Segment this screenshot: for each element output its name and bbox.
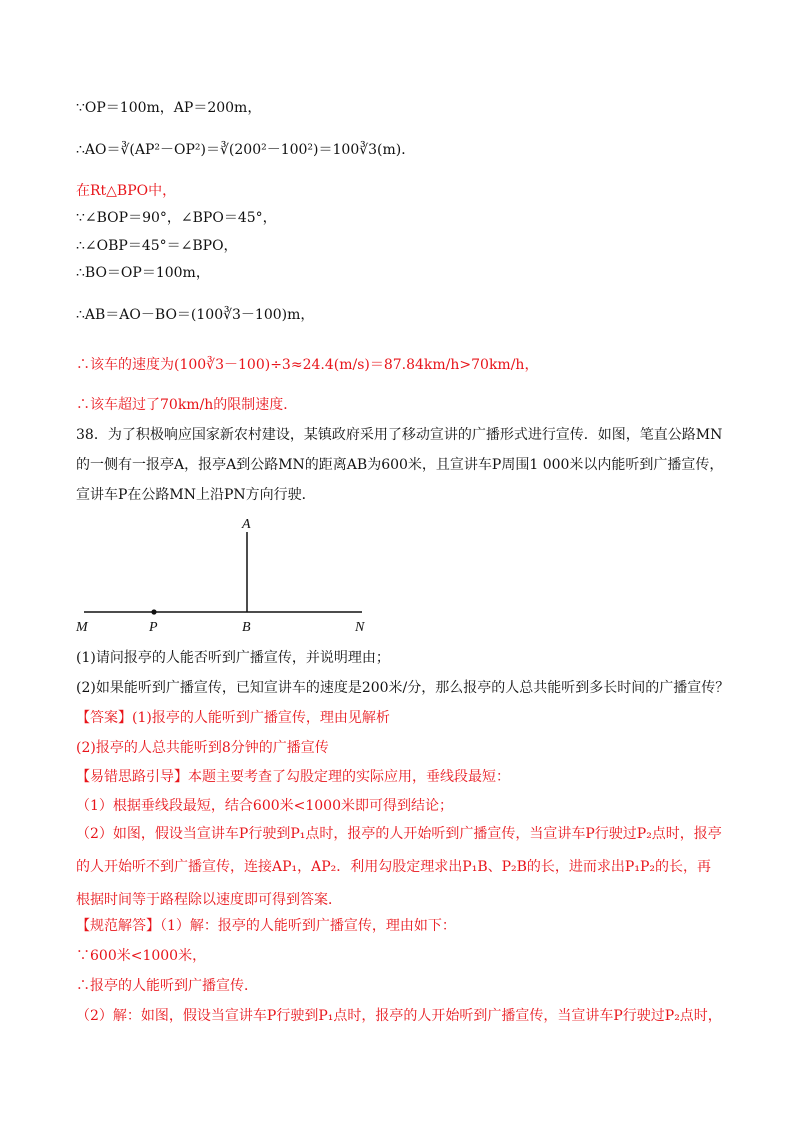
hint-2: （2）如图，假设当宣讲车P行驶到P₁点时，报亭的人开始听到广播宣传，当宣讲车P行驶过P₂点时，报亭的人开始听不到广播宣传，连接AP₁，AP₂．利用勾股定理求出P₁B、P₂B的长，进而求出P₁P₂的长，再根据时间等于路程除以速度即可得到答案． bbox=[76, 826, 722, 908]
label-m: M bbox=[76, 620, 88, 635]
solution-text-1: （1）解：报亭的人能听到广播宣传，理由如下： bbox=[160, 918, 456, 934]
answer-1 bbox=[76, 708, 390, 728]
geometry-figure bbox=[70, 515, 380, 635]
label-n: N bbox=[355, 620, 365, 635]
line-rt-bpo: 在Rt△BPO中， bbox=[76, 183, 177, 199]
label-p: P bbox=[149, 620, 158, 635]
line-ao: ∴AO＝∛(AP²－OP²)＝∛(200²－100²)＝100∛3(m)． bbox=[76, 142, 416, 158]
hint-header bbox=[76, 767, 510, 787]
question-1: (1)请问报亭的人能否听到广播宣传，并说明理由； bbox=[76, 650, 390, 666]
answer-tag: 【答案】 bbox=[76, 710, 132, 726]
hint-tag: 【易错思路引导】 bbox=[76, 769, 188, 785]
point-p bbox=[151, 609, 156, 614]
hint-1: （1）根据垂线段最短，结合600米<1000米即可得到结论； bbox=[76, 798, 453, 814]
label-a: A bbox=[242, 517, 251, 532]
label-b: B bbox=[242, 620, 251, 635]
problem-38: 38．为了积极响应国家新农村建设，某镇政府采用了移动宣讲的广播形式进行宣传．如图，笔直公路MN的一侧有一报亭A，报亭A到公路MN的距离AB为600米，且宣讲车P周围1 000米以内能听到广播宣传，宣讲车P在公路MN上沿PN方向行驶． bbox=[76, 427, 724, 503]
answer-2: (2)报亭的人总共能听到8分钟的广播宣传 bbox=[76, 740, 329, 756]
solution-tag: 【规范解答】 bbox=[76, 918, 160, 934]
line-speed: ∴该车的速度为(100∛3－100)÷3≈24.4(m/s)＝87.84km/h>70km/h， bbox=[76, 357, 539, 373]
line-conclusion: ∴该车超过了70km/h的限制速度． bbox=[76, 397, 298, 413]
line-op-ap: ∵OP＝100m，AP＝200m， bbox=[76, 100, 262, 116]
hint-text: 本题主要考查了勾股定理的实际应用，垂线段最短： bbox=[188, 769, 510, 785]
solution-3: ∴报亭的人能听到广播宣传． bbox=[76, 978, 258, 994]
answer-text-1: (1)报亭的人能听到广播宣传，理由见解析 bbox=[132, 710, 390, 726]
line-ab: ∴AB＝AO－BO＝(100∛3－100)m， bbox=[76, 307, 315, 323]
question-2: (2)如果能听到广播宣传，已知宣讲车的速度是200米/分，那么报亭的人总共能听到多长时间的广播宣传？ bbox=[76, 680, 730, 696]
solution-2: ∵600米<1000米， bbox=[76, 948, 207, 964]
line-angles: ∵∠BOP＝90°，∠BPO＝45°， bbox=[76, 210, 277, 226]
line-bo: ∴BO＝OP＝100m， bbox=[76, 265, 210, 281]
solution-4: （2）解：如图，假设当宣讲车P行驶到P₁点时，报亭的人开始听到广播宣传，当宣讲车P行驶过P₂点时， bbox=[76, 1008, 722, 1024]
line-obp: ∴∠OBP＝45°＝∠BPO， bbox=[76, 238, 238, 254]
solution-1 bbox=[76, 916, 456, 936]
